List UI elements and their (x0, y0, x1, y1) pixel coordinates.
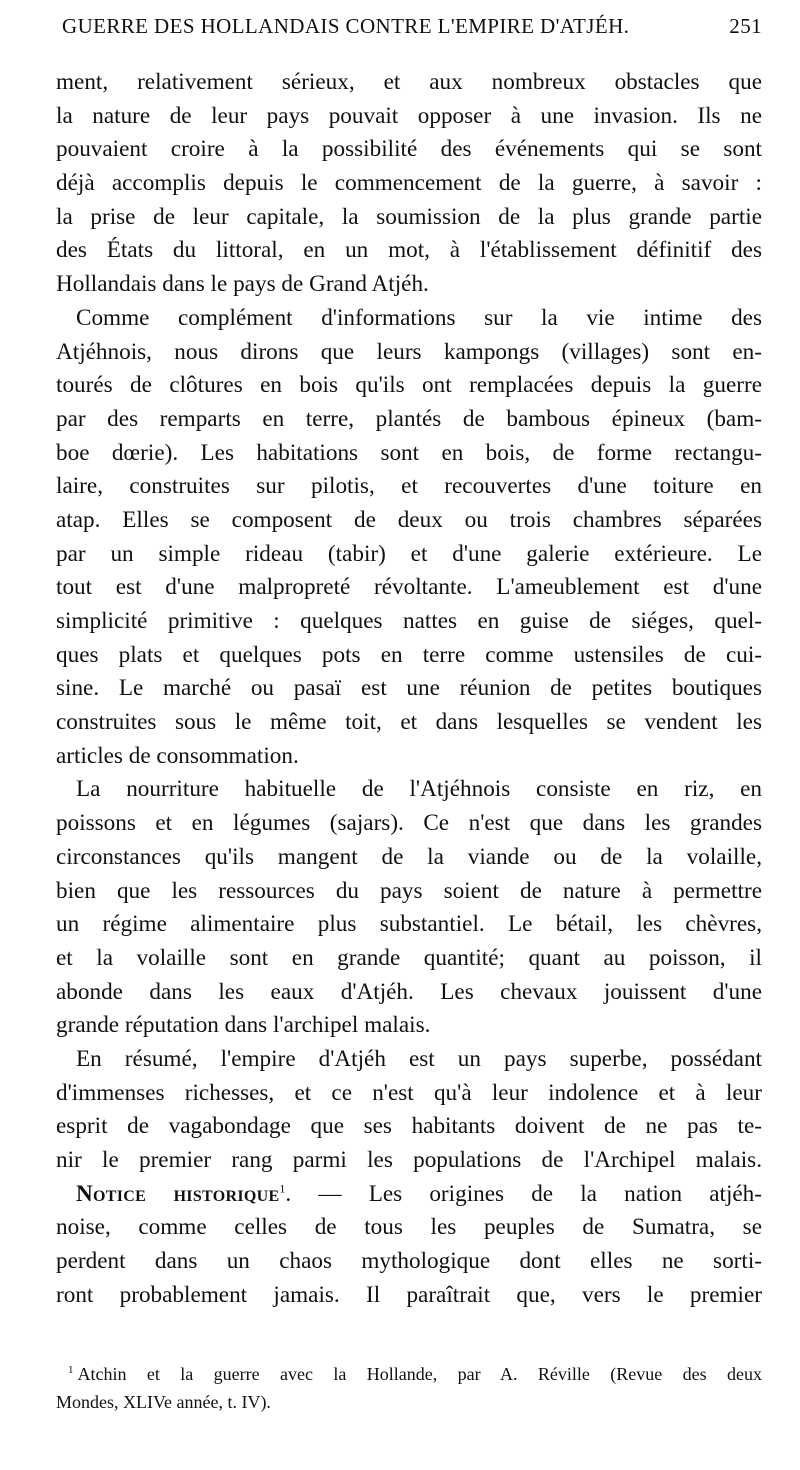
text-line: un régime alimentaire plus substantiel. Le bétail, les chèvres, (56, 911, 762, 938)
text-line: noise, comme celles de tous les peuples de Sumatra, se (56, 1214, 762, 1241)
text-line: Comme complément d'informations sur la vie intime des (76, 304, 762, 331)
text-line: ment, relativement sérieux, et aux nombreux obstacles que (56, 69, 762, 95)
text-line: En résumé, l'empire d'Atjéh est un pays superbe, possédant (76, 1045, 762, 1072)
text-line: esprit de vagabondage que ses habitants doivent de ne pas te- (56, 1113, 762, 1140)
text-line: atap. Elles se composent de deux ou trois chambres séparées (56, 506, 762, 533)
text-line: laire, construites sur pilotis, et recouvertes d'une toiture en (56, 473, 762, 500)
text-line: perdent dans un chaos mythologique dont elles ne sorti- (56, 1248, 762, 1275)
text-line: simplicité primitive : quelques nattes en guise de siéges, quel- (56, 608, 762, 634)
footnote-text: Atchin et la guerre avec la Hollande, par A. Réville (Revue des deux (77, 1364, 762, 1384)
text-line: circonstances qu'ils mangent de la viande ou de la volaille, (56, 843, 762, 870)
text-line: abonde dans les eaux d'Atjéh. Les chevaux jouissent d'une (56, 978, 762, 1005)
running-title: GUERRE DES HOLLANDAIS CONTRE L'EMPIRE D'ATJÉH. (62, 14, 630, 38)
text-line: par un simple rideau (tabir) et d'une galerie extérieure. Le (56, 540, 762, 567)
text-line: déjà accomplis depuis le commencement de la guerre, à savoir : (56, 170, 762, 197)
notice-heading: Notice historique (76, 1180, 280, 1207)
footnote-line: Mondes, XLIVe année, t. IV). (56, 1392, 271, 1412)
text-line: Atjéhnois, nous dirons que leurs kampongs (villages) sont en- (56, 338, 762, 365)
text-line: des États du littoral, en un mot, à l'établissement définitif des (56, 237, 762, 264)
text-line: Hollandais dans le pays de Grand Atjéh. (56, 271, 429, 298)
body-text (56, 66, 762, 1312)
text-line: La nourriture habituelle de l'Atjéhnois consiste en riz, en (76, 776, 762, 803)
text-line: poissons et en légumes (sajars). Ce n'est que dans les grandes (56, 810, 762, 837)
text-line: et la volaille sont en grande quantité; quant au poisson, il (56, 944, 762, 971)
text-line: boe dœrie). Les habitations sont en bois, de forme rectangu- (56, 439, 762, 466)
text-line: par des remparts en terre, plantés de bambous épineux (bam- (56, 405, 762, 432)
text-line: construites sous le même toit, et dans lesquelles se vendent les (56, 709, 762, 736)
footnote-mark: 1 (68, 1364, 74, 1376)
text-line: nir le premier rang parmi les populations de l'Archipel malais. (56, 1147, 762, 1173)
text-line: bien que les ressources du pays soient de nature à permettre (56, 877, 762, 904)
text-line: grande réputation dans l'archipel malais. (56, 1012, 431, 1039)
page-number: 251 (729, 14, 762, 38)
text-line: la nature de leur pays pouvait opposer à une invasion. Ils ne (56, 102, 762, 129)
text-line: d'immenses richesses, et ce n'est qu'à leur indolence et à leur (56, 1079, 762, 1106)
page-header (62, 6, 762, 46)
text-line: tout est d'une malpropreté révoltante. L'ameublement est d'une (56, 574, 762, 601)
notice-line: Notice historique$^1$. — Les origines de la nation atjéh- (76, 1180, 762, 1207)
footnote-reference: 1 (279, 1180, 286, 1195)
text-line: ques plats et quelques pots en terre comme ustensiles de cui- (56, 641, 762, 668)
text-line: articles de consommation. (56, 742, 299, 769)
text-line: tourés de clôtures en bois qu'ils ont remplacées depuis la guerre (56, 372, 762, 399)
footnote-line (56, 1360, 762, 1388)
footnotes (56, 1360, 762, 1416)
text-line: ront probablement jamais. Il paraîtrait que, vers le premier (56, 1281, 762, 1308)
text-line: la prise de leur capitale, la soumission de la plus grande partie (56, 203, 762, 230)
text-line: pouvaient croire à la possibilité des événements qui se sont (56, 136, 762, 163)
text-fragment: — Les origines de la nation atjéh- (318, 1180, 762, 1207)
text-line: sine. Le marché ou pasaï est une réunion de petites boutiques (56, 675, 762, 702)
